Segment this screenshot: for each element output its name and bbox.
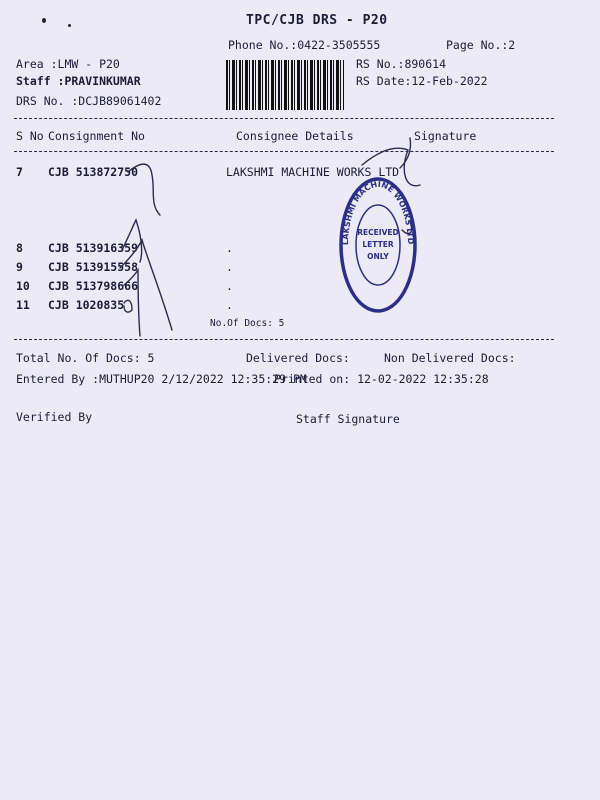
row-consignee: . <box>226 279 233 293</box>
printed-on: Printed on: 12-02-2022 12:35:28 <box>274 372 489 386</box>
non-delivered-docs: Non Delivered Docs: <box>384 351 516 365</box>
area-label: Area :LMW - P20 <box>16 57 120 71</box>
stamp-outer-text: LAKSHMI MACHINE WORKS LTD <box>340 179 416 246</box>
entered-by: Entered By :MUTHUP20 2/12/2022 12:35:29 PM <box>16 372 307 386</box>
rs-date: RS Date:12-Feb-2022 <box>356 74 488 88</box>
delivered-docs: Delivered Docs: <box>246 351 350 365</box>
col-header-consignee: Consignee Details <box>236 129 354 143</box>
phone-number: Phone No.:0422-3505555 <box>228 38 381 52</box>
row-sno: 8 <box>16 241 23 255</box>
row-consignee: . <box>226 298 233 312</box>
signature-stroke <box>120 240 172 330</box>
document-title: TPC/CJB DRS - P20 <box>246 13 388 28</box>
row-consignment: CJB 513872750 <box>48 165 139 179</box>
row-sno: 11 <box>16 298 30 312</box>
signature-stroke <box>400 138 411 168</box>
stamp-line: RECEIVED <box>357 228 399 237</box>
drs-number: DRS No. :DCJB89061402 <box>16 94 162 108</box>
row-consignment: CJB 513915558 <box>48 260 139 274</box>
verified-by: Verified By <box>16 410 93 424</box>
row-sno: 9 <box>16 260 23 274</box>
row-consignment: CJB 513798666 <box>48 279 139 293</box>
stamp-line: LETTER <box>362 240 394 249</box>
signature-stroke <box>124 300 132 312</box>
stamp-line: ONLY <box>367 252 389 261</box>
total-docs: Total No. Of Docs: 5 <box>16 351 155 365</box>
row-sno: 10 <box>16 279 30 293</box>
row-consignment: CJB 1020835 <box>48 298 125 312</box>
row-consignment: CJB 513916359 <box>48 241 139 255</box>
rs-number: RS No.:890614 <box>356 57 447 71</box>
col-header-signature: Signature <box>414 129 477 143</box>
row-consignee: . <box>226 260 233 274</box>
company-stamp <box>338 175 418 315</box>
page-number: Page No.:2 <box>446 38 516 52</box>
row-consignee: LAKSHMI MACHINE WORKS LTD <box>226 165 400 179</box>
staff-label: Staff :PRAVINKUMAR <box>16 74 141 88</box>
staff-signature: Staff Signature <box>296 412 400 426</box>
col-header-sno: S No <box>16 129 44 143</box>
row-sno: 7 <box>16 165 23 179</box>
signature-stroke <box>128 164 160 215</box>
docs-count: No.Of Docs: 5 <box>210 318 285 329</box>
row-consignee: . <box>226 241 233 255</box>
divider-footer <box>14 339 554 340</box>
signature-stroke <box>124 270 140 336</box>
col-header-consignment: Consignment No <box>48 129 145 143</box>
